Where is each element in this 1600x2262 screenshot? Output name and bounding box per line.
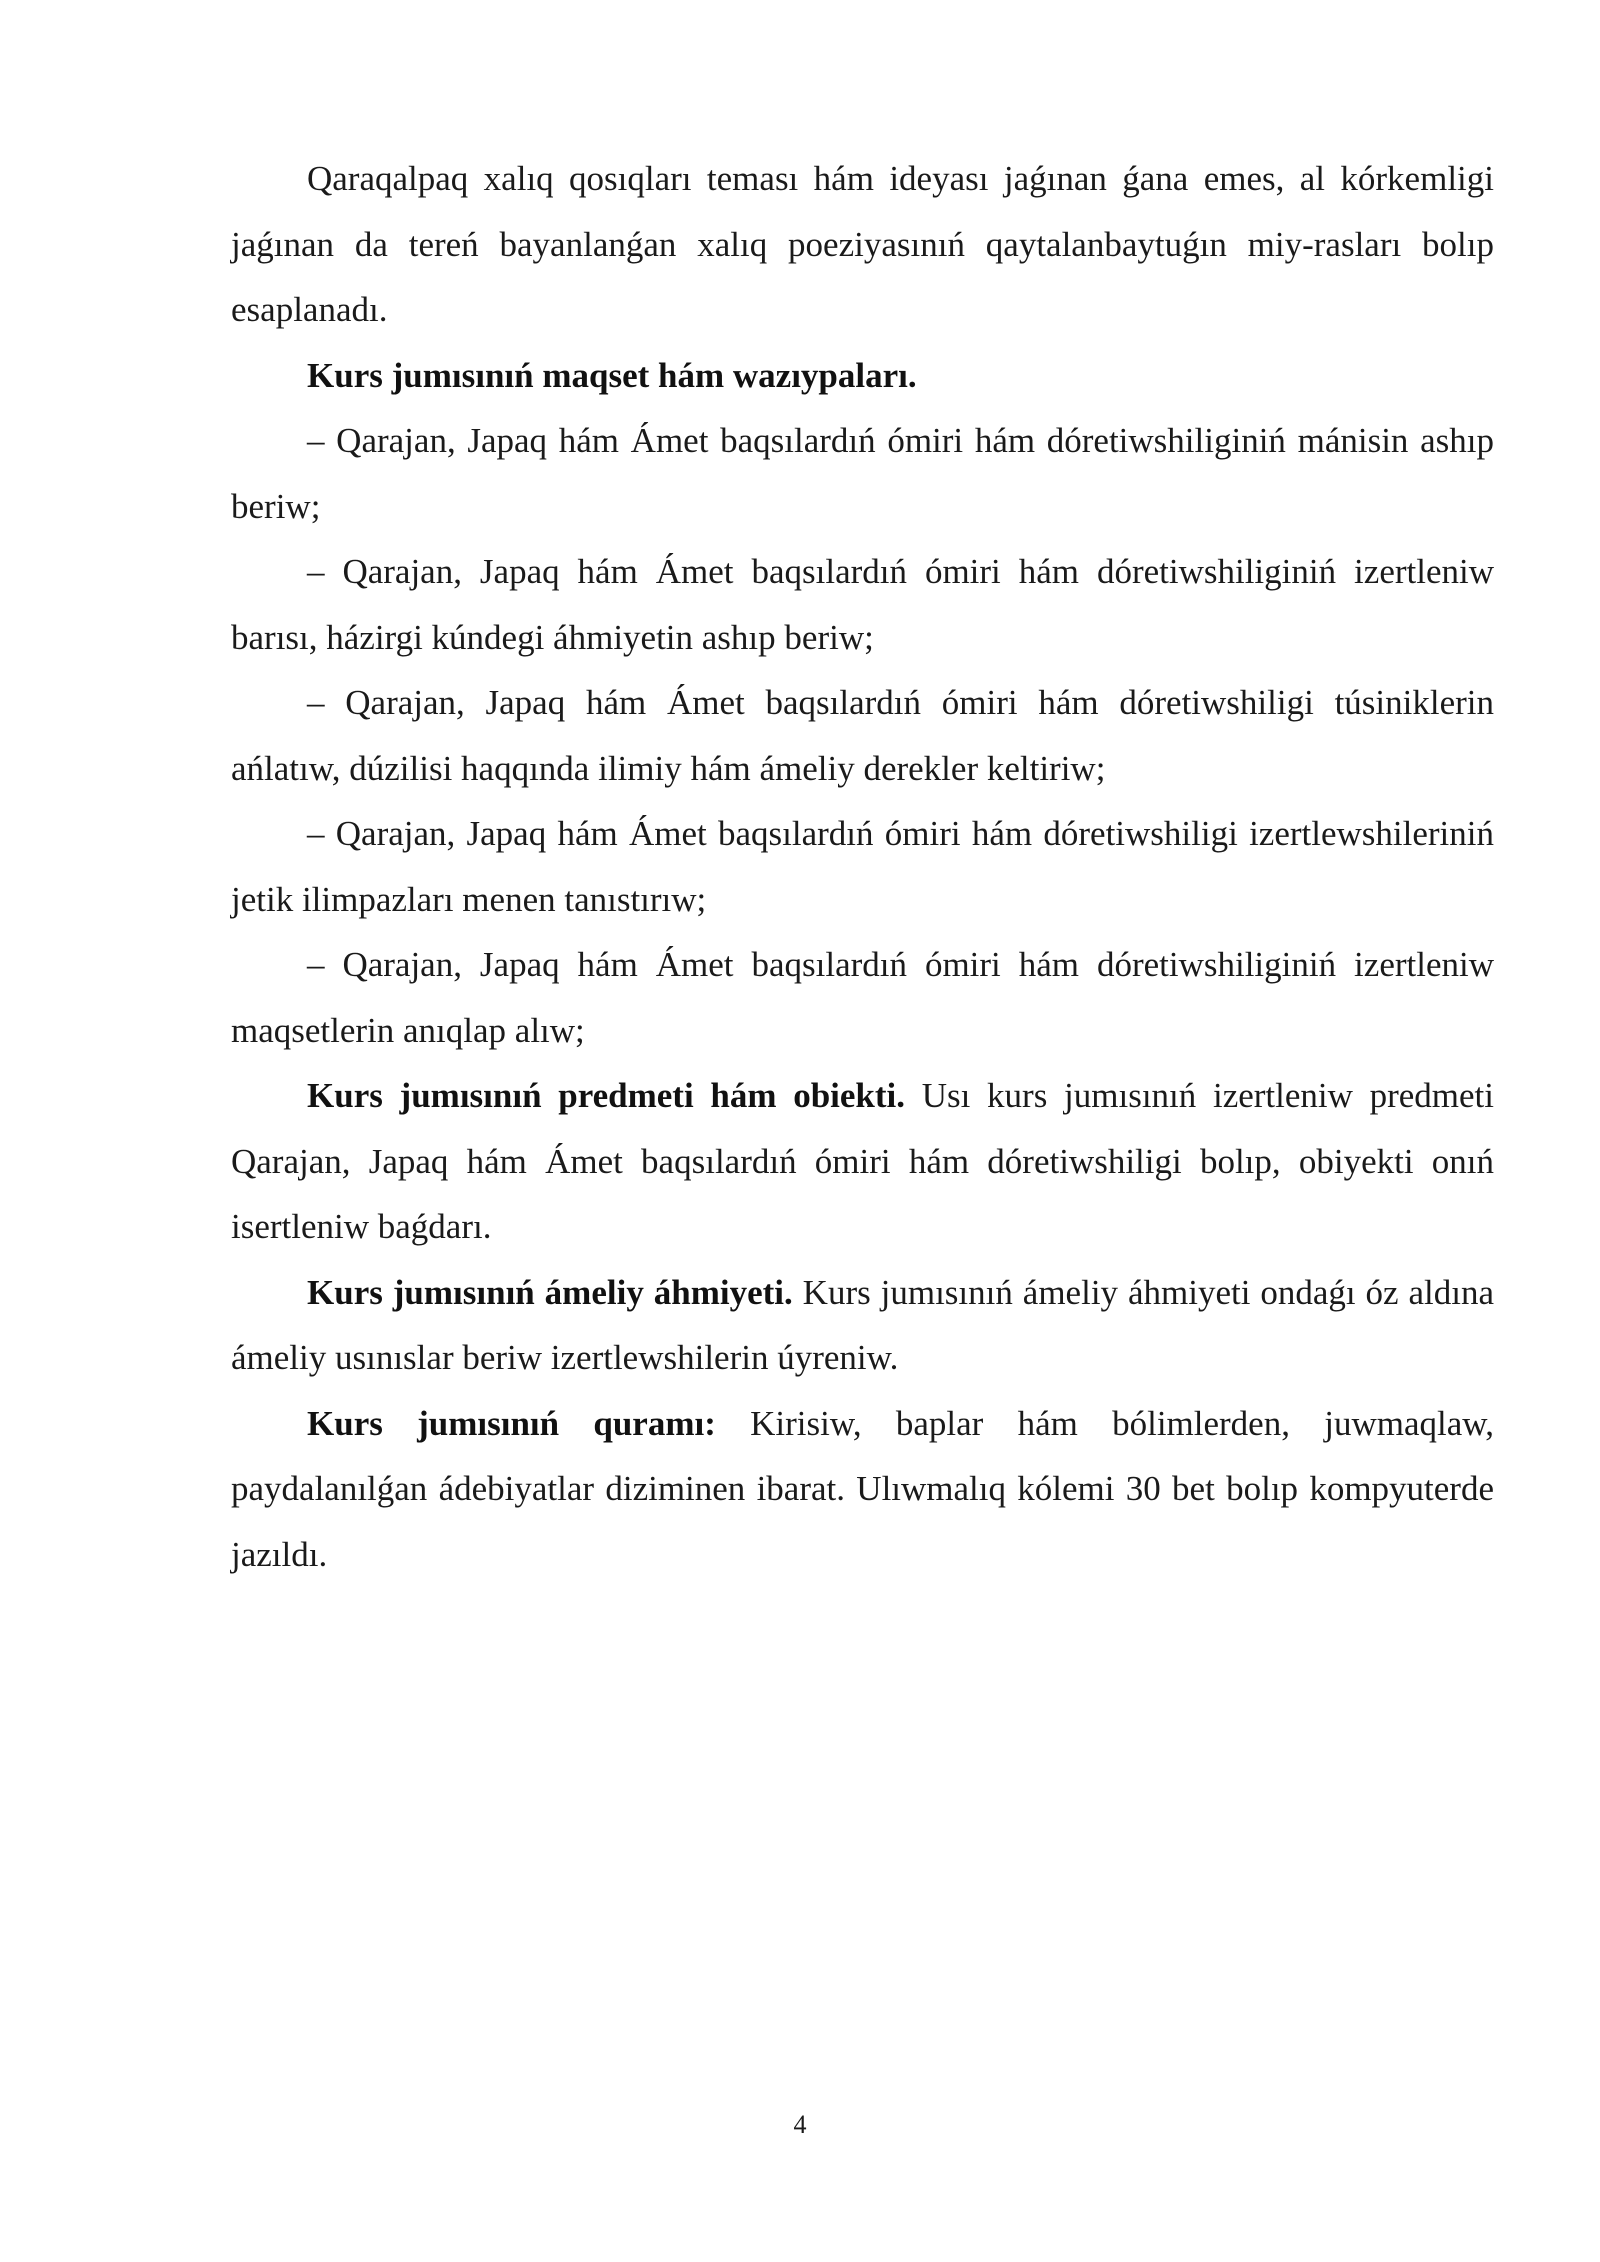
paragraph-heading: Kurs jumısınıń predmeti hám obiekti. [307, 1076, 906, 1115]
paragraph-heading: Kurs jumısınıń ámeliy áhmiyeti. [307, 1272, 793, 1312]
list-item [231, 408, 1494, 539]
paragraph-intro [231, 146, 1494, 343]
page-number: 4 [793, 2110, 807, 2139]
paragraph-practical-value [231, 1260, 1494, 1391]
paragraph-text: – Qarajan, Japaq hám Ámet baqsılardıń ómiri hám dóretiwshiliginiń mánisin ashıp beriw; [231, 421, 1494, 526]
paragraph-text: – Qarajan, Japaq hám Ámet baqsılardıń ómiri hám dóretiwshiligi izertlewshileriniń jetik ilimpazları menen tanıstırıw; [231, 814, 1494, 919]
paragraph-text: – Qarajan, Japaq hám Ámet baqsılardıń ómiri hám dóretiwshiliginiń izertleniw maqsetlerin anıqlap alıw; [231, 945, 1494, 1050]
paragraph-text: Qaraqalpaq xalıq qosıqları teması hám ideyası jaǵınan ǵana emes, al kórkemligi jaǵınan da tereń bayanlanǵan xalıq poeziyasınıń qaytalanbaytuǵın miy-rasları bolıp esaplanadı. [231, 159, 1494, 329]
list-item [231, 932, 1494, 1063]
paragraph-text: Kurs jumısınıń ámeliy áhmiyeti ondaǵı óz aldına ámeliy usınıslar beriw izertlewshilerin úyreniw. [231, 1272, 1494, 1377]
document-body [231, 146, 1494, 1587]
list-item [231, 801, 1494, 932]
paragraph-heading: Kurs jumısınıń maqset hám wazıypaları. [307, 355, 917, 395]
paragraph-subject [231, 1063, 1494, 1260]
paragraph-text: – Qarajan, Japaq hám Ámet baqsılardıń ómiri hám dóretiwshiligi túsiniklerin ańlatıw, dúzilisi haqqında ilimiy hám ámeliy derekler keltiriw; [231, 683, 1494, 788]
paragraph-goals-heading [231, 343, 1494, 409]
paragraph-text: Usı kurs jumısınıń izertleniw predmeti Qarajan, Japaq hám Ámet baqsılardıń ómiri hám dóretiwshiligi bolıp, obiyekti onıń isertleniw baǵdarı. [231, 1076, 1494, 1246]
paragraph-heading: Kurs jumısınıń quramı: [307, 1403, 716, 1443]
paragraph-structure [231, 1391, 1494, 1588]
paragraph-text: Kirisiw, baplar hám bólimlerden, juwmaqlaw, paydalanılǵan ádebiyatlar diziminen ibarat. Ulıwmalıq kólemi 30 bet bolıp kompyuterde jazıldı. [231, 1403, 1494, 1574]
list-item [231, 539, 1494, 670]
list-item [231, 670, 1494, 801]
paragraph-text: – Qarajan, Japaq hám Ámet baqsılardıń ómiri hám dóretiwshiliginiń izertleniw barısı, házirgi kúndegi áhmiyetin ashıp beriw; [231, 552, 1494, 657]
